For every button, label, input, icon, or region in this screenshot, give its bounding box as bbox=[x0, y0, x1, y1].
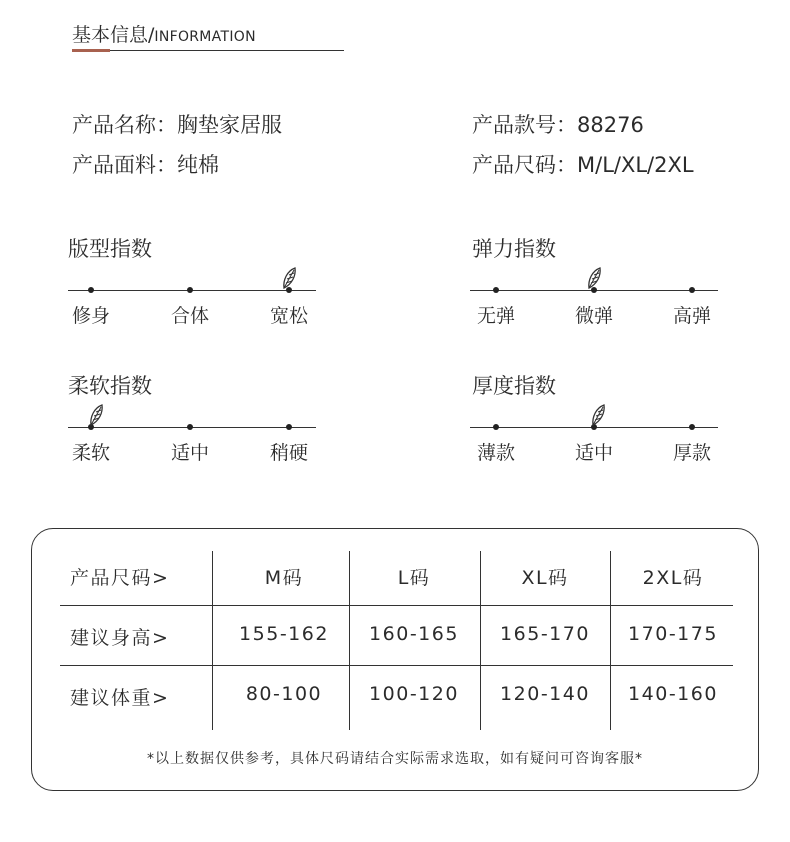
leaf-marker-icon bbox=[584, 266, 604, 290]
index-label: 柔软 bbox=[71, 442, 111, 464]
table-header-cell: 产品尺码> bbox=[70, 567, 170, 589]
table-cell: 80-100 bbox=[245, 683, 323, 705]
table-cell: 165-170 bbox=[500, 623, 590, 645]
table-header-cell: 2XL码 bbox=[642, 567, 704, 589]
table-column-divider bbox=[349, 551, 350, 730]
section-title bbox=[72, 20, 256, 47]
index-label: 适中 bbox=[170, 442, 210, 464]
index-dot bbox=[689, 424, 695, 430]
section-title-en: INFORMATION bbox=[154, 29, 256, 45]
product-style-label: 产品款号： bbox=[472, 113, 577, 137]
leaf-marker-icon bbox=[86, 403, 106, 427]
index-label: 稍硬 bbox=[269, 442, 309, 464]
product-fabric bbox=[72, 149, 219, 179]
index-label: 厚款 bbox=[672, 442, 712, 464]
title-accent-bar bbox=[72, 49, 110, 52]
table-header-cell: M码 bbox=[264, 567, 304, 589]
product-size-label: 产品尺码： bbox=[472, 153, 577, 177]
index-dot bbox=[187, 287, 193, 293]
product-name bbox=[72, 109, 282, 139]
table-cell: 建议身高> bbox=[70, 627, 170, 649]
section-title-cn: 基本信息/ bbox=[72, 24, 155, 46]
table-cell: 建议体重> bbox=[70, 687, 170, 709]
index-label: 合体 bbox=[170, 305, 210, 327]
index-title: 厚度指数 bbox=[472, 374, 556, 398]
index-label: 适中 bbox=[574, 442, 614, 464]
index-dot bbox=[689, 287, 695, 293]
product-name-value: 胸垫家居服 bbox=[177, 113, 282, 137]
table-cell: 140-160 bbox=[628, 683, 718, 705]
index-title: 弹力指数 bbox=[472, 237, 556, 261]
index-dot bbox=[88, 287, 94, 293]
product-style-number bbox=[472, 109, 644, 139]
table-column-divider bbox=[610, 551, 611, 730]
product-size bbox=[472, 149, 694, 179]
table-column-divider bbox=[480, 551, 481, 730]
product-fabric-value: 纯棉 bbox=[177, 153, 219, 177]
product-style-value: 88276 bbox=[577, 113, 644, 137]
table-cell: 160-165 bbox=[369, 623, 459, 645]
leaf-marker-icon bbox=[279, 266, 299, 290]
table-cell: 170-175 bbox=[628, 623, 718, 645]
title-underline bbox=[72, 50, 344, 51]
index-label: 薄款 bbox=[476, 442, 516, 464]
index-dot bbox=[286, 424, 292, 430]
table-cell: 100-120 bbox=[369, 683, 459, 705]
size-disclaimer-note: *以上数据仅供参考，具体尺码请结合实际需求选取，如有疑问可咨询客服* bbox=[147, 751, 643, 767]
index-label: 高弹 bbox=[672, 305, 712, 327]
table-cell: 120-140 bbox=[500, 683, 590, 705]
table-header-cell: L码 bbox=[397, 567, 431, 589]
table-header-cell: XL码 bbox=[521, 567, 569, 589]
product-fabric-label: 产品面料： bbox=[72, 153, 177, 177]
index-label: 微弹 bbox=[574, 305, 614, 327]
index-label: 宽松 bbox=[269, 305, 309, 327]
index-dot bbox=[493, 287, 499, 293]
index-title: 版型指数 bbox=[68, 237, 152, 261]
index-dot bbox=[493, 424, 499, 430]
table-row-divider bbox=[60, 605, 733, 606]
leaf-marker-icon bbox=[588, 403, 608, 427]
index-label: 修身 bbox=[71, 305, 111, 327]
index-title: 柔软指数 bbox=[68, 374, 152, 398]
index-label: 无弹 bbox=[476, 305, 516, 327]
table-cell: 155-162 bbox=[239, 623, 329, 645]
product-name-label: 产品名称： bbox=[72, 113, 177, 137]
index-dot bbox=[187, 424, 193, 430]
product-size-value: M/L/XL/2XL bbox=[577, 153, 694, 177]
table-column-divider bbox=[212, 551, 213, 730]
table-row-divider bbox=[60, 665, 733, 666]
